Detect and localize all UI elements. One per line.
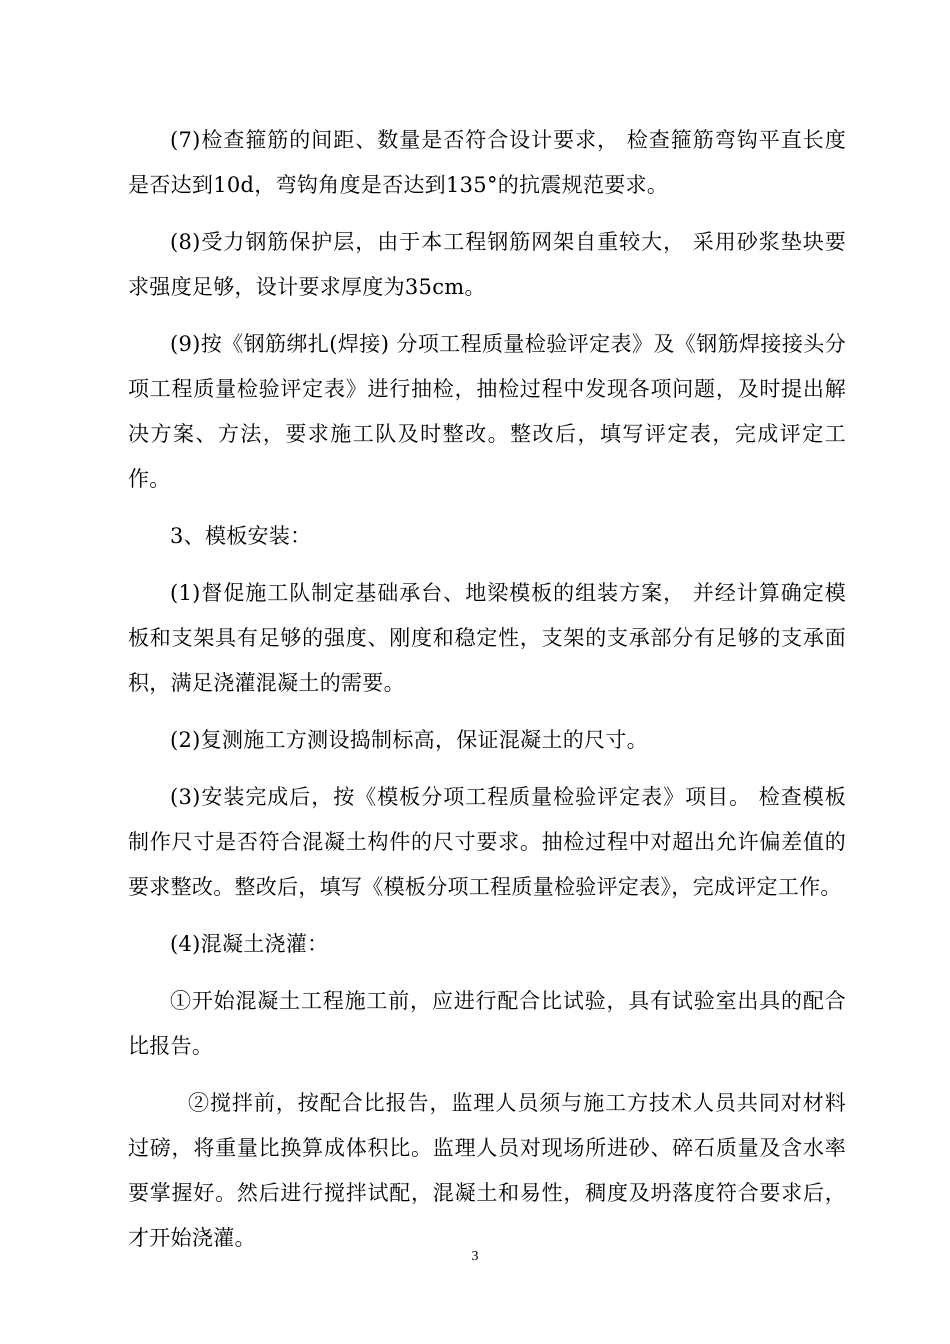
paragraph-4-concrete-pouring: (4)混凝土浇灌： xyxy=(170,932,329,956)
paragraph-2-elevation-check: (2)复测施工方测设捣制标高，保证混凝土的尺寸。 xyxy=(170,728,648,752)
item-2-mixing-procedure: ②搅拌前，按配合比报告，监理人员须与施工方技术人员共同对材料过磅，将重量比换算成体积比。监理人员对现场所进砂、碎石质量及含水率要掌握好。然后进行搅拌试配，混凝土和易性，稠度及坍落度符合要求后，才开始浇灌。 xyxy=(128,1091,846,1250)
paragraph-9-inspection-form: (9)按《钢筋绑扎(焊接) 分项工程质量检验评定表》及《钢筋焊接接头分项工程质量检验评定表》进行抽检，抽检过程中发现各项问题，及时提出解决方案、方法，要求施工队及时整改。整改后，填写评定表，完成评定工作。 xyxy=(128,332,846,491)
paragraph-3-installation-inspection: (3)安装完成后，按《模板分项工程质量检验评定表》项目。 检查模板制作尺寸是否符合混凝土构件的尺寸要求。抽检过程中对超出允许偏差值的要求整改。整改后，填写《模板分项工程质量检验评定表》，完成评定工作。 xyxy=(128,785,846,899)
item-1-mix-ratio-test: ①开始混凝土工程施工前，应进行配合比试验，具有试验室出具的配合比报告。 xyxy=(128,989,846,1058)
paragraph-8-rebar-cover: (8)受力钢筋保护层，由于本工程钢筋网架自重较大， 采用砂浆垫块要求强度足够，设计要求厚度为35cm。 xyxy=(128,230,846,299)
paragraph-7-stirrup-check: (7)检查箍筋的间距、数量是否符合设计要求， 检查箍筋弯钩平直长度是否达到10d，弯钩角度是否达到135°的抗震规范要求。 xyxy=(128,128,846,197)
section-heading-formwork: 3、模板安装： xyxy=(170,524,312,548)
page-number: 3 xyxy=(471,1249,479,1264)
document-body xyxy=(128,118,846,1273)
paragraph-1-formwork-plan: (1)督促施工队制定基础承台、地梁模板的组装方案， 并经计算确定模板和支架具有足够的强度、刚度和稳定性，支架的支承部分有足够的支承面积，满足浇灌混凝土的需要。 xyxy=(128,581,846,695)
